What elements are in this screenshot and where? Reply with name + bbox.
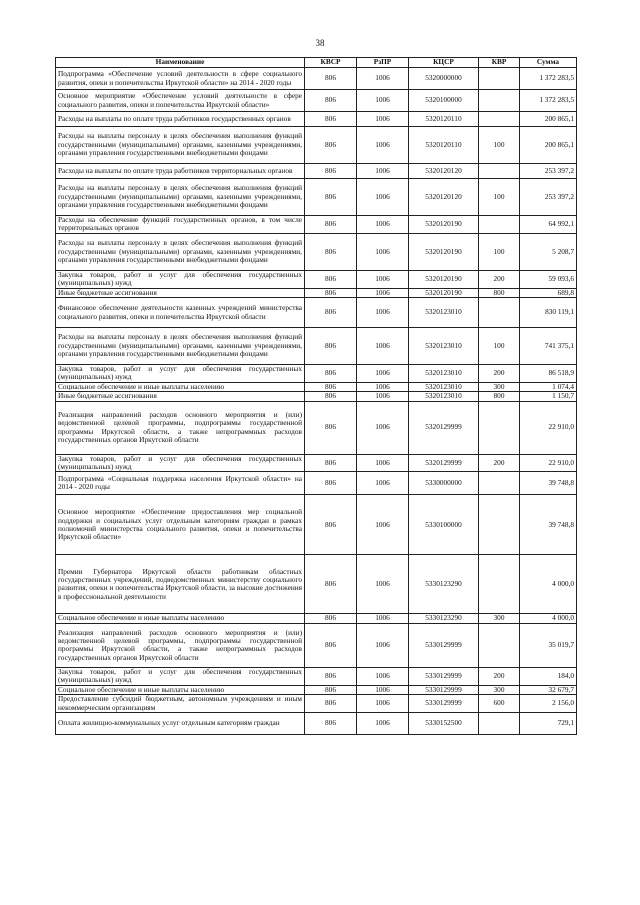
row-kcsr: 5330123290: [409, 555, 479, 614]
row-kvr: [479, 90, 520, 112]
table-row: [56, 216, 577, 234]
row-rzpr: 1006: [357, 623, 409, 667]
row-kcsr: 5320120110: [409, 127, 479, 164]
row-rzpr: 1006: [357, 298, 409, 328]
header-kvr: КВР: [479, 58, 520, 68]
row-name: Расходы на выплаты персоналу в целях обеспечения выполнения функций государственными (муниципальными) органами, казенными учреждениями, органами управления государственными внебюджетными фондами: [56, 179, 305, 216]
row-rzpr: 1006: [357, 365, 409, 383]
table-row: [56, 68, 577, 90]
table-row: [56, 667, 577, 685]
row-kcsr: 5320120190: [409, 216, 479, 234]
row-sum: 4 000,0: [520, 614, 577, 623]
table-row: [56, 712, 577, 734]
table-row: [56, 623, 577, 667]
row-kvr: [479, 68, 520, 90]
row-name: Предоставление субсидий бюджетным, автономным учреждениям и иным некоммерческим организациям: [56, 695, 305, 713]
row-kvsr: 806: [305, 614, 357, 623]
row-kcsr: 5330123290: [409, 614, 479, 623]
row-sum: 39 748,8: [520, 495, 577, 555]
row-rzpr: 1006: [357, 712, 409, 734]
row-kvsr: 806: [305, 495, 357, 555]
row-kvr: 200: [479, 667, 520, 685]
row-name: Расходы на выплаты по оплате труда работников государственных органов: [56, 112, 305, 127]
row-rzpr: 1006: [357, 90, 409, 112]
row-kvr: [479, 472, 520, 495]
row-kvr: [479, 298, 520, 328]
row-kvsr: 806: [305, 392, 357, 401]
row-sum: 729,1: [520, 712, 577, 734]
row-kcsr: 5320120190: [409, 288, 479, 297]
row-name: Расходы на обеспечение функций государственных органов, в том числе территориальных органов: [56, 216, 305, 234]
row-kvr: 800: [479, 392, 520, 401]
table-row: [56, 555, 577, 614]
table-row: [56, 298, 577, 328]
row-rzpr: 1006: [357, 127, 409, 164]
row-kvr: 200: [479, 270, 520, 288]
row-rzpr: 1006: [357, 685, 409, 694]
row-kvr: 800: [479, 288, 520, 297]
row-kvr: [479, 216, 520, 234]
row-sum: 5 208,7: [520, 233, 577, 270]
row-rzpr: 1006: [357, 179, 409, 216]
row-name: Премии Губернатора Иркутской области работникам областных государственных учреждений, подведомственных министерству социального развития, опеки и попечительства Иркутской области, за высокие достижения в профессиональной деятельности: [56, 555, 305, 614]
header-kvsr: КВСР: [305, 58, 357, 68]
table-row: [56, 695, 577, 713]
row-name: Иные бюджетные ассигнования: [56, 392, 305, 401]
row-rzpr: 1006: [357, 328, 409, 365]
row-sum: 1 372 283,5: [520, 90, 577, 112]
row-kvsr: 806: [305, 127, 357, 164]
row-name: Реализация направлений расходов основного мероприятия и (или) ведомственной целевой программы, подпрограммы государственной программы Иркутской области, а также непрограммных расходов государственных органов Иркутской области: [56, 401, 305, 454]
row-kvsr: 806: [305, 382, 357, 391]
row-name: Расходы на выплаты персоналу в целях обеспечения выполнения функций государственными (муниципальными) органами, казенными учреждениями, органами управления государственными внебюджетными фондами: [56, 233, 305, 270]
table-body: [56, 68, 577, 735]
row-sum: 4 000,0: [520, 555, 577, 614]
table-row: [56, 112, 577, 127]
row-name: Закупка товаров, работ и услуг для обеспечения государственных (муниципальных) нужд: [56, 667, 305, 685]
row-kcsr: 5320100000: [409, 90, 479, 112]
table-row: [56, 454, 577, 472]
row-kvr: 300: [479, 614, 520, 623]
row-kvsr: 806: [305, 667, 357, 685]
row-kcsr: 5320123010: [409, 365, 479, 383]
row-kvsr: 806: [305, 90, 357, 112]
row-kcsr: 5330000000: [409, 472, 479, 495]
row-sum: 689,8: [520, 288, 577, 297]
row-name: Иные бюджетные ассигнования: [56, 288, 305, 297]
row-kcsr: 5320120120: [409, 179, 479, 216]
row-kvsr: 806: [305, 288, 357, 297]
row-sum: 22 910,0: [520, 454, 577, 472]
row-sum: 1 150,7: [520, 392, 577, 401]
row-rzpr: 1006: [357, 555, 409, 614]
row-sum: 64 992,1: [520, 216, 577, 234]
row-kcsr: 5320129999: [409, 401, 479, 454]
row-kcsr: 5320120190: [409, 233, 479, 270]
row-kcsr: 5320120190: [409, 270, 479, 288]
row-rzpr: 1006: [357, 695, 409, 713]
row-kvsr: 806: [305, 695, 357, 713]
row-rzpr: 1006: [357, 233, 409, 270]
table-row: [56, 614, 577, 623]
row-name: Расходы на выплаты персоналу в целях обеспечения выполнения функций государственными (муниципальными) органами, казенными учреждениями, органами управления государственными внебюджетными фондами: [56, 328, 305, 365]
row-kvr: 300: [479, 685, 520, 694]
row-kcsr: 5330129999: [409, 695, 479, 713]
row-kvsr: 806: [305, 685, 357, 694]
row-kcsr: 5320123010: [409, 392, 479, 401]
table-row: [56, 472, 577, 495]
row-kvsr: 806: [305, 623, 357, 667]
row-rzpr: 1006: [357, 392, 409, 401]
row-sum: 741 375,1: [520, 328, 577, 365]
row-kcsr: 5330129999: [409, 667, 479, 685]
row-name: Закупка товаров, работ и услуг для обеспечения государственных (муниципальных) нужд: [56, 365, 305, 383]
row-kvsr: 806: [305, 164, 357, 179]
row-name: Закупка товаров, работ и услуг для обеспечения государственных (муниципальных) нужд: [56, 454, 305, 472]
row-sum: 32 679,7: [520, 685, 577, 694]
table-row: [56, 328, 577, 365]
row-kvr: 300: [479, 382, 520, 391]
row-rzpr: 1006: [357, 270, 409, 288]
row-name: Закупка товаров, работ и услуг для обеспечения государственных (муниципальных) нужд: [56, 270, 305, 288]
row-rzpr: 1006: [357, 667, 409, 685]
row-sum: 830 119,1: [520, 298, 577, 328]
table-header-row: [56, 58, 577, 68]
row-sum: 86 518,9: [520, 365, 577, 383]
row-name: Подпрограмма «Социальная поддержка населения Иркутской области» на 2014 - 2020 годы: [56, 472, 305, 495]
table-row: [56, 270, 577, 288]
header-kcsr: КЦСР: [409, 58, 479, 68]
row-kcsr: 5320120120: [409, 164, 479, 179]
row-kvsr: 806: [305, 216, 357, 234]
table-row: [56, 401, 577, 454]
row-name: Социальное обеспечение и иные выплаты населению: [56, 685, 305, 694]
row-kvsr: 806: [305, 454, 357, 472]
row-kvr: [479, 555, 520, 614]
row-rzpr: 1006: [357, 495, 409, 555]
header-name: Наименование: [56, 58, 305, 68]
row-sum: 200 865,1: [520, 112, 577, 127]
header-sum: Сумма: [520, 58, 577, 68]
row-rzpr: 1006: [357, 401, 409, 454]
row-sum: 1 372 283,5: [520, 68, 577, 90]
row-kcsr: 5320129999: [409, 454, 479, 472]
row-rzpr: 1006: [357, 288, 409, 297]
row-kvr: [479, 495, 520, 555]
row-rzpr: 1006: [357, 382, 409, 391]
row-kvsr: 806: [305, 298, 357, 328]
table-row: [56, 233, 577, 270]
row-kvr: [479, 164, 520, 179]
table-row: [56, 365, 577, 383]
row-kcsr: 5320000000: [409, 68, 479, 90]
row-sum: 253 397,2: [520, 164, 577, 179]
row-kvsr: 806: [305, 712, 357, 734]
row-name: Расходы на выплаты по оплате труда работников территориальных органов: [56, 164, 305, 179]
row-kvsr: 806: [305, 270, 357, 288]
row-kcsr: 5320123010: [409, 328, 479, 365]
row-kvr: 600: [479, 695, 520, 713]
row-kvr: [479, 712, 520, 734]
row-name: Подпрограмма «Обеспечение условий деятельности в сфере социального развития, опеки и попечительства Иркутской области» на 2014 - 2020 годы: [56, 68, 305, 90]
row-rzpr: 1006: [357, 216, 409, 234]
row-kcsr: 5330129999: [409, 623, 479, 667]
table-row: [56, 90, 577, 112]
row-kvsr: 806: [305, 233, 357, 270]
row-kcsr: 5330152500: [409, 712, 479, 734]
row-sum: 184,0: [520, 667, 577, 685]
row-kvr: [479, 112, 520, 127]
row-kvsr: 806: [305, 401, 357, 454]
table-row: [56, 127, 577, 164]
row-rzpr: 1006: [357, 68, 409, 90]
row-kcsr: 5320120110: [409, 112, 479, 127]
table-row: [56, 392, 577, 401]
row-rzpr: 1006: [357, 614, 409, 623]
row-kcsr: 5330100000: [409, 495, 479, 555]
row-name: Социальное обеспечение и иные выплаты населению: [56, 382, 305, 391]
row-name: Социальное обеспечение и иные выплаты населению: [56, 614, 305, 623]
row-sum: 253 397,2: [520, 179, 577, 216]
row-kcsr: 5320123010: [409, 382, 479, 391]
row-kvsr: 806: [305, 555, 357, 614]
row-name: Финансовое обеспечение деятельности казенных учреждений министерства социального развития, опеки и попечительства Иркутской области: [56, 298, 305, 328]
row-sum: 59 093,6: [520, 270, 577, 288]
table-row: [56, 495, 577, 555]
row-rzpr: 1006: [357, 454, 409, 472]
page-number: 38: [315, 38, 325, 48]
table-row: [56, 288, 577, 297]
row-kcsr: 5320123010: [409, 298, 479, 328]
row-sum: 22 910,0: [520, 401, 577, 454]
row-kvsr: 806: [305, 68, 357, 90]
row-kvsr: 806: [305, 112, 357, 127]
row-name: Реализация направлений расходов основного мероприятия и (или) ведомственной целевой программы, подпрограммы государственной программы Иркутской области, а также непрограммных расходов государственных органов Иркутской области: [56, 623, 305, 667]
row-name: Расходы на выплаты персоналу в целях обеспечения выполнения функций государственными (муниципальными) органами, казенными учреждениями, органами управления государственными внебюджетными фондами: [56, 127, 305, 164]
row-kvr: 100: [479, 127, 520, 164]
header-rzpr: РзПР: [357, 58, 409, 68]
row-kvsr: 806: [305, 472, 357, 495]
row-name: Оплата жилищно-коммунальных услуг отдельным категориям граждан: [56, 712, 305, 734]
row-kvr: 200: [479, 454, 520, 472]
row-sum: 1 074,4: [520, 382, 577, 391]
row-sum: 2 156,0: [520, 695, 577, 713]
row-kvr: 100: [479, 233, 520, 270]
row-rzpr: 1006: [357, 112, 409, 127]
row-kvr: 100: [479, 328, 520, 365]
row-kvr: [479, 401, 520, 454]
row-kcsr: 5330129999: [409, 685, 479, 694]
row-rzpr: 1006: [357, 472, 409, 495]
row-name: Основное мероприятие «Обеспечение предоставления мер социальной поддержки и социальных услуг отдельным категориям граждан в рамках полномочий министерства социального развития, опеки и попечительства Иркутской области»: [56, 495, 305, 555]
row-kvr: [479, 623, 520, 667]
row-sum: 200 865,1: [520, 127, 577, 164]
budget-table: [55, 57, 577, 735]
table-row: [56, 179, 577, 216]
row-name: Основное мероприятие «Обеспечение условий деятельности в сфере социального развития, опеки и попечительства Иркутской области»: [56, 90, 305, 112]
row-sum: 39 748,8: [520, 472, 577, 495]
row-kvr: 200: [479, 365, 520, 383]
row-sum: 35 019,7: [520, 623, 577, 667]
row-kvsr: 806: [305, 328, 357, 365]
row-kvsr: 806: [305, 365, 357, 383]
row-rzpr: 1006: [357, 164, 409, 179]
table-row: [56, 164, 577, 179]
row-kvsr: 806: [305, 179, 357, 216]
row-kvr: 100: [479, 179, 520, 216]
